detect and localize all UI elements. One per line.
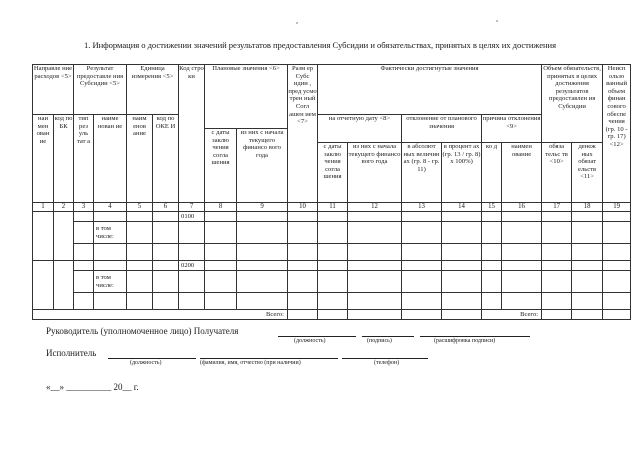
name-line [420,336,530,337]
cell [288,293,318,310]
cell [572,222,603,244]
col-number: 15 [482,203,502,212]
cell [237,244,288,261]
header-actual-since-agreement: с даты заклю чения согла шения [318,143,348,203]
cell [318,212,348,222]
cell [288,212,318,222]
cell [542,271,572,293]
including-label: в том числе: [94,271,127,293]
header-actual: Фактически достигнутые значения [318,65,542,115]
cell [572,212,603,222]
cell [542,293,572,310]
cell [127,261,153,271]
cell [502,271,542,293]
cell [402,212,442,222]
col-number: 19 [603,203,631,212]
total-label-obligations: Всего: [482,310,542,320]
col-number: 3 [74,203,94,212]
cell [179,244,205,261]
cell [153,293,179,310]
col-number: 2 [54,203,74,212]
cell [237,271,288,293]
cell [237,293,288,310]
cell [318,271,348,293]
cell [603,310,631,320]
cell [288,244,318,261]
cell [318,222,348,244]
cell [153,261,179,271]
cell [502,261,542,271]
header-deviation: отклонение от планового значения [402,115,482,143]
cell [482,212,502,222]
cell [127,244,153,261]
cell [74,212,94,222]
cell [402,271,442,293]
executor-position-caption: (должность) [130,360,162,366]
cell [205,222,237,244]
cell [442,261,482,271]
cell [127,293,153,310]
col-number: 11 [318,203,348,212]
cell [153,271,179,293]
cell [572,261,603,271]
header-reporting-date: на отчетную дату <8> [318,115,402,143]
header-planned-since-agreement: с даты заклю чения согла шения [205,129,237,203]
cell [502,212,542,222]
cell [603,293,631,310]
results-table [32,64,631,320]
header-obligations-total: обяза тельс тв <10> [542,143,572,203]
cell [482,261,502,271]
signature-caption: (подпись) [367,338,392,344]
cell [482,271,502,293]
cell [205,261,237,271]
cell [237,212,288,222]
cell [348,271,402,293]
header-result: Результат предоставле ния Субсидии <5> [74,65,127,115]
cell [74,222,94,244]
header-result-type: тип рез уль тат а [74,115,94,203]
cell [348,261,402,271]
cell [572,310,603,320]
cell [572,244,603,261]
cell [402,244,442,261]
header-reason-name: наимен ование [502,143,542,203]
header-obligations: Объем обязательств, принятых в целях достижения результатов предоставлен ия Субсидии [542,65,603,143]
header-planned: Плановые значения <6> [205,65,288,129]
row-code: 0100 [179,212,205,222]
header-okei-code: код по ОКЕ И [153,115,179,203]
cell [442,222,482,244]
including-label: в том числе: [94,222,127,244]
cell [442,310,482,320]
cell [603,244,631,261]
cell [33,212,54,261]
cell [74,271,94,293]
cell [205,212,237,222]
cell [442,293,482,310]
cell [502,293,542,310]
cell [318,293,348,310]
cell [288,261,318,271]
header-planned-current-year: из них с начала текущего финансо вого года [237,129,288,203]
cell [127,222,153,244]
header-deviation-absolute: в абсолют ных величин ах (гр. 8 - гр. 11) [402,143,442,203]
executor-position-line [108,358,196,359]
cell [94,212,127,222]
cell [153,244,179,261]
cell [205,293,237,310]
cell [153,222,179,244]
cell [502,222,542,244]
cell [348,244,402,261]
header-result-name: наиме нован ие [94,115,127,203]
cell [288,310,318,320]
col-number: 12 [348,203,402,212]
header-actual-current-year: из них с начала текущего финансо вого года [348,143,402,203]
cell [237,261,288,271]
cell [179,222,205,244]
cell [127,212,153,222]
cell [205,271,237,293]
cell [542,212,572,222]
col-number: 9 [237,203,288,212]
col-number: 17 [542,203,572,212]
executor-name-line [200,358,338,359]
cell [572,293,603,310]
header-direction-name: наи мен ован ие [33,115,54,203]
cell [94,244,127,261]
cell [288,222,318,244]
cell [94,293,127,310]
cell [205,244,237,261]
cell [502,244,542,261]
cell [153,212,179,222]
col-number: 8 [205,203,237,212]
cell [237,222,288,244]
cell [542,310,572,320]
col-number: 5 [127,203,153,212]
cell [54,261,74,310]
header-bk-code: код по БК [54,115,74,203]
date-line: «__» __________ 20__ г. [46,382,139,392]
cell [74,261,94,271]
document-title: 1. Информация о достижении значений результатов предоставления Субсидии и обязательствах, принятых в целях их достижения [84,40,556,50]
cell [482,293,502,310]
col-number: 14 [442,203,482,212]
row-code: 0200 [179,261,205,271]
cell [179,271,205,293]
cell [54,212,74,261]
cell [348,293,402,310]
col-number: 4 [94,203,127,212]
col-number: 6 [153,203,179,212]
head-signature-label: Руководитель (уполномоченное лицо) Получателя [46,326,239,336]
cell [442,271,482,293]
cell [179,293,205,310]
header-monetary-obligations: денеж ных обязат ельств <11> [572,143,603,203]
cell [318,310,348,320]
col-number: 18 [572,203,603,212]
header-deviation-percent: в процент ах (гр. 13 / гр. 8) x 100%) [442,143,482,203]
cell [402,261,442,271]
cell [74,293,94,310]
col-number: 7 [179,203,205,212]
name-caption: (расшифровка подписи) [434,338,496,344]
col-number: 16 [502,203,542,212]
scan-speck [496,20,498,22]
cell [572,271,603,293]
cell [288,271,318,293]
cell [482,244,502,261]
cell [402,293,442,310]
executor-phone-line [342,358,428,359]
header-row-code: Код стро ки [179,65,205,203]
cell [482,222,502,244]
cell [348,222,402,244]
cell [603,222,631,244]
cell [442,212,482,222]
cell [94,261,127,271]
cell [542,244,572,261]
cell [542,261,572,271]
executor-phone-caption: (телефон) [374,360,400,366]
cell [402,310,442,320]
cell [348,212,402,222]
cell [318,261,348,271]
cell [603,271,631,293]
position-line [278,336,356,337]
cell [542,222,572,244]
cell [348,310,402,320]
header-direction: Направле ние расходов <5> [33,65,74,115]
col-number: 13 [402,203,442,212]
cell [318,244,348,261]
col-number: 10 [288,203,318,212]
header-subsidy-amount: Разм ер Субс идии , пред усмо трен ный Согл ашен ием <7> [288,65,318,203]
col-number: 1 [33,203,54,212]
header-reason-code: ко д [482,143,502,203]
position-caption: (должность) [294,338,326,344]
cell [442,244,482,261]
cell [33,261,54,310]
header-unit: Единица измерения <5> [127,65,179,115]
cell [402,222,442,244]
header-deviation-reason: причина отклонения <9> [482,115,542,143]
executor-label: Исполнитель [46,348,97,358]
cell [603,212,631,222]
scan-speck [296,22,298,24]
header-unused: Неисп ользо ванный объем финан сового обеспе чения (гр. 10 - гр. 17) <12> [603,65,631,203]
cell [603,261,631,271]
cell [127,271,153,293]
total-label: Всего: [33,310,288,320]
executor-name-caption: (фамилия, имя, отчество (при наличии) [200,360,301,366]
signature-line [362,336,414,337]
header-unit-name: наим енов ание [127,115,153,203]
cell [74,244,94,261]
